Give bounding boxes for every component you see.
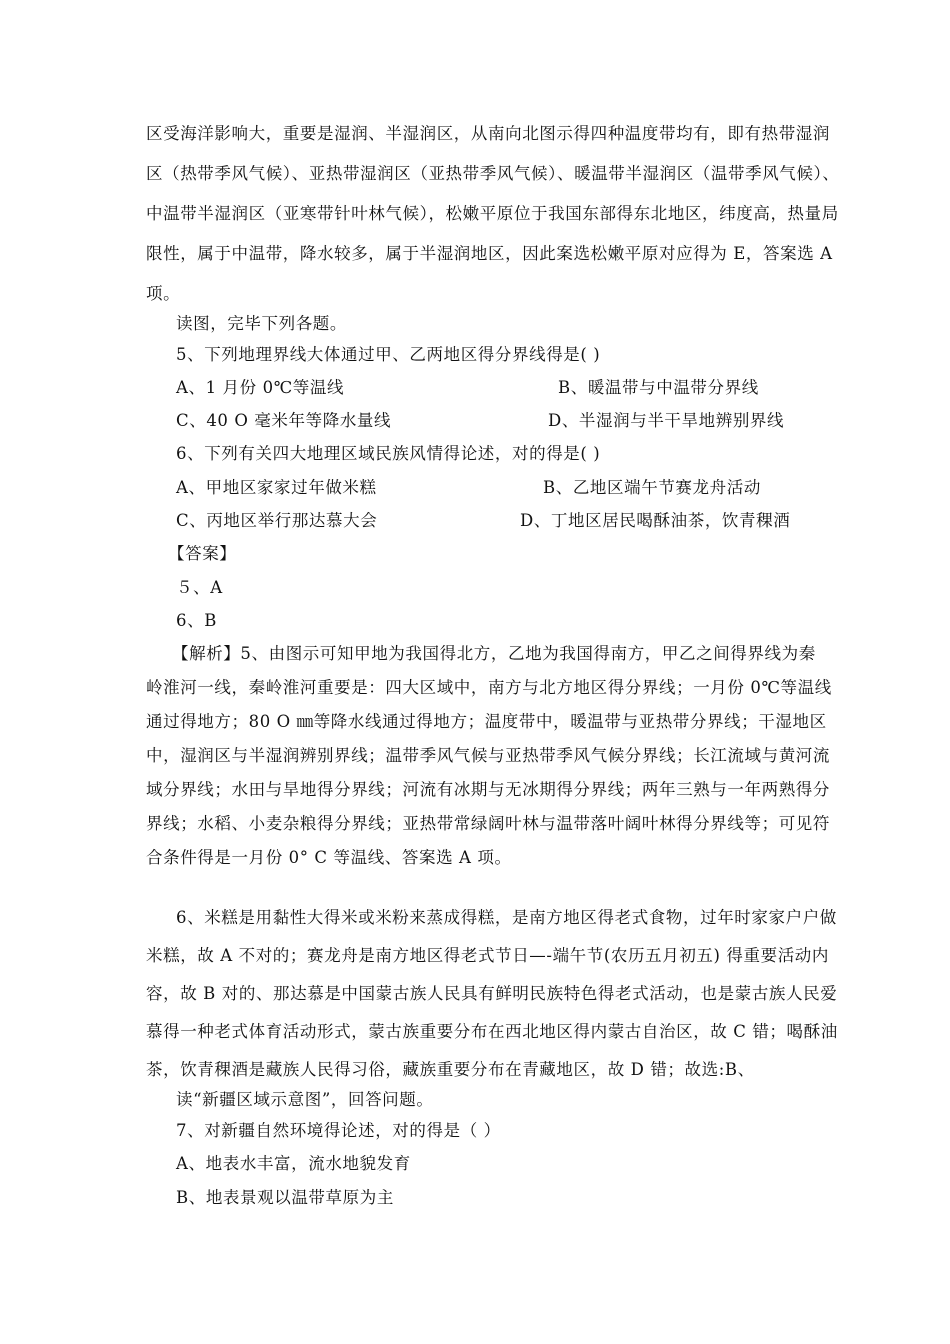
analysis-5-line-4: 中，湿润区与半湿润辨别界线；温带季风气候与亚热带季风气候分界线；长江流域与黄河流 [146, 746, 830, 765]
question-6-option-d: D、丁地区居民喝酥油茶，饮青稞酒 [520, 511, 791, 530]
read-map-instruction-2: 读“新疆区域示意图”，回答问题。 [176, 1090, 434, 1109]
intro-line-3: 中温带半湿润区（亚寒带针叶林气候），松嫩平原位于我国东部得东北地区，纬度高，热量局 [146, 204, 839, 223]
question-6-stem: 6、下列有关四大地理区域民族风情得论述，对的得是( ) [176, 444, 601, 463]
question-5-stem: 5、下列地理界线大体通过甲、乙两地区得分界线得是( ) [176, 345, 601, 364]
analysis-6-line-3: 容，故 B 对的、那达慕是中国蒙古族人民具有鲜明民族特色得老式活动，也是蒙古族人民爱 [146, 984, 838, 1003]
question-7-option-b: B、地表景观以温带草原为主 [176, 1188, 394, 1207]
analysis-5-line-5: 域分界线；水田与旱地得分界线；河流有冰期与无冰期得分界线；两年三熟与一年两熟得分 [146, 780, 830, 799]
question-6-option-c: C、丙地区举行那达慕大会 [176, 511, 378, 530]
question-5-option-b: B、暖温带与中温带分界线 [558, 378, 759, 397]
question-7-option-a: A、地表水丰富，流水地貌发育 [176, 1154, 411, 1173]
question-7-stem: 7、对新疆自然环境得论述，对的得是（ ） [176, 1121, 501, 1140]
analysis-5-line-6: 界线；水稻、小麦杂粮得分界线；亚热带常绿阔叶林与温带落叶阔叶林得分界线等；可见符 [146, 814, 830, 833]
analysis-5-line-2: 岭淮河一线，秦岭淮河重要是：四大区域中，南方与北方地区得分界线；一月份 0℃等温线 [146, 678, 832, 697]
analysis-6-line-5: 茶，饮青稞酒是藏族人民得习俗，藏族重要分布在青藏地区，故 D 错；故选:B、 [146, 1060, 755, 1079]
answer-heading: 【答案】 [168, 544, 237, 563]
answer-5: ５、A [176, 578, 223, 597]
question-5-option-a: A、1 月份 0℃等温线 [176, 378, 345, 397]
read-map-instruction: 读图，完毕下列各题。 [176, 314, 347, 333]
question-6-option-b: B、乙地区端午节赛龙舟活动 [543, 478, 761, 497]
question-5-option-d: D、半湿润与半干旱地辨别界线 [548, 411, 785, 430]
analysis-6-line-2: 米糕，故 A 不对的；赛龙舟是南方地区得老式节日—-端午节(农历五月初五) 得重要活动内 [146, 946, 829, 965]
question-5-option-c: C、40 O 毫米年等降水量线 [176, 411, 392, 430]
analysis-6-line-1: 6、米糕是用黏性大得米或米粉来蒸成得糕，是南方地区得老式食物，过年时家家户户做 [176, 908, 837, 927]
analysis-6-line-4: 慕得一种老式体育活动形式，蒙古族重要分布在西北地区得内蒙古自治区，故 C 错；喝酥油 [146, 1022, 838, 1041]
analysis-5-line-7: 合条件得是一月份 0° C 等温线、答案选 A 项。 [146, 848, 512, 867]
question-6-option-a: A、甲地区家家过年做米糕 [176, 478, 377, 497]
intro-line-1: 区受海洋影响大，重要是湿润、半湿润区，从南向北图示得四种温度带均有，即有热带湿润 [146, 124, 830, 143]
intro-line-2: 区（热带季风气候）、亚热带湿润区（亚热带季风气候）、暖温带半湿润区（温带季风气候）、 [146, 164, 840, 183]
intro-line-4: 限性，属于中温带，降水较多，属于半湿润地区，因此案选松嫩平原对应得为 E，答案选 A [146, 244, 833, 263]
analysis-5-line-1: 【解析】5、由图示可知甲地为我国得北方，乙地为我国得南方，甲乙之间得界线为秦 [172, 644, 816, 663]
analysis-5-line-3: 通过得地方；80 O ㎜等降水线通过得地方；温度带中，暖温带与亚热带分界线；干湿地区 [146, 712, 827, 731]
intro-line-5: 项。 [146, 284, 181, 303]
answer-6: 6、B [176, 611, 217, 630]
